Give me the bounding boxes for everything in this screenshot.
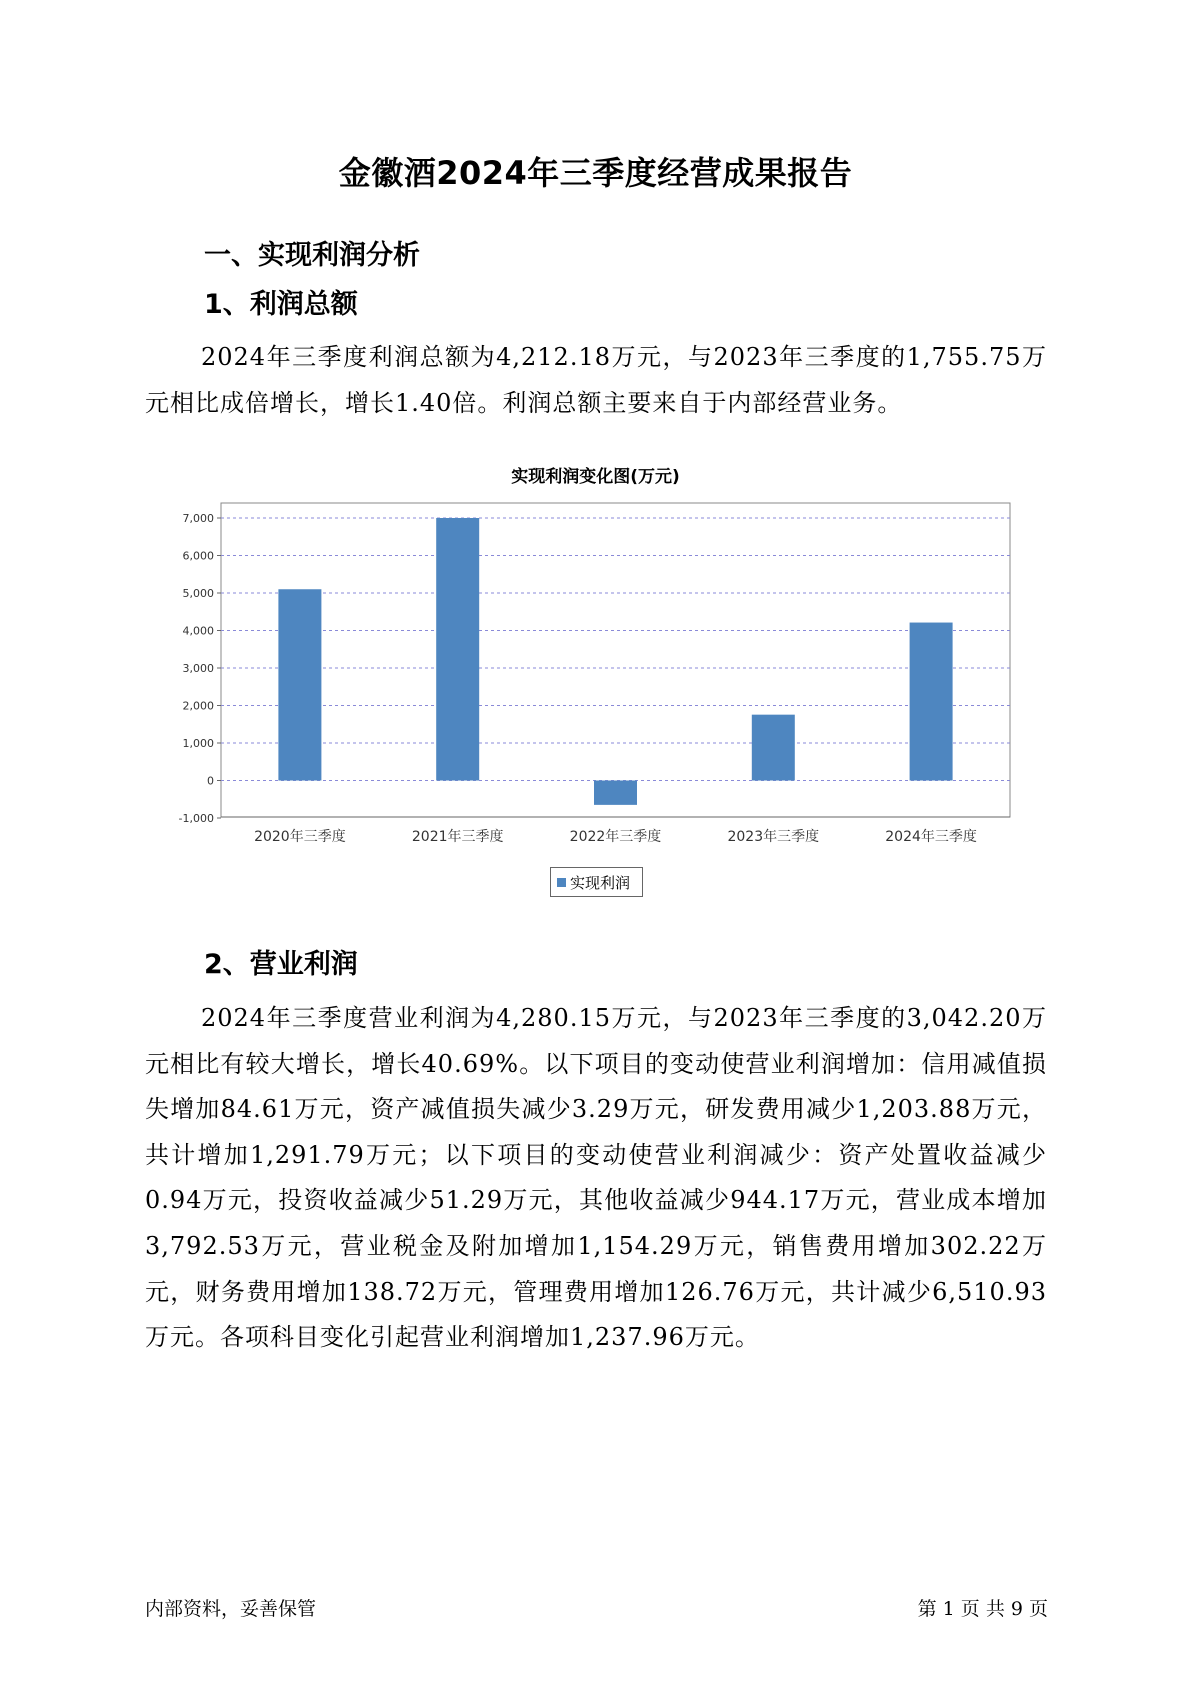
x-tick-label: 2023年三季度 — [727, 829, 820, 845]
legend-label: 实现利润 — [570, 873, 631, 892]
y-tick-label: 4,000 — [182, 624, 214, 638]
y-tick-label: 2,000 — [182, 699, 214, 713]
section-heading-profit-analysis: 一、实现利润分析 — [204, 240, 420, 271]
footer-confidential-note: 内部资料，妥善保管 — [145, 1598, 317, 1620]
y-tick-label: 6,000 — [182, 549, 214, 563]
bar-5 — [910, 623, 953, 781]
x-axis-labels — [254, 828, 977, 845]
legend-swatch — [557, 878, 566, 887]
y-tick-label: 7,000 — [182, 512, 214, 525]
grid-lines — [221, 518, 1010, 781]
y-tick-label: 5,000 — [182, 587, 214, 600]
bar-2 — [436, 518, 479, 781]
x-tick-label: 2022年三季度 — [569, 829, 662, 845]
bar-1 — [278, 589, 321, 780]
page-title: 金徽酒2024年三季度经营成果报告 — [338, 154, 853, 192]
y-tick-label: 3,000 — [182, 662, 214, 675]
subheading-total-profit: 1、利润总额 — [204, 289, 358, 320]
y-tick-label: -1,000 — [178, 812, 214, 825]
x-tick-label: 2020年三季度 — [254, 829, 346, 845]
x-tick-label: 2024年三季度 — [885, 829, 977, 845]
bar-3 — [594, 781, 637, 805]
y-tick-label: 0 — [207, 774, 214, 788]
plot-area-frame — [221, 503, 1010, 817]
paragraph-operating-profit: 2024年三季度营业利润为4,280.15万元，与2023年三季度的3,042.20万元相比有较大增长，增长40.69%。以下项目的变动使营业利润增加：信用减值损失增加84.61万元，资产减值损失减少3.29万元，研发费用减少1,203.88万元，共计增加1,291.79万元；以下项目的变动使营业利润减少：资产处置收益减少0.94万元，投资收益减少51.29万元，其他收益减少944.17万元，营业成本增加3,792.53万元，营业税金及附加增加1,154.29万元，销售费用增加302.22万元，财务费用增加138.72万元，管理费用增加126.76万元，共计减少6,510.93万元。各项科目变化引起营业利润增加1,237.96万元。 — [145, 1004, 1047, 1352]
footer-page-number: 第 1 页 共 9 页 — [917, 1598, 1048, 1620]
chart-title: 实现利润变化图(万元) — [511, 467, 680, 487]
subheading-operating-profit: 2、营业利润 — [204, 949, 358, 980]
bars — [278, 518, 952, 805]
bar-4 — [752, 715, 795, 781]
chart-legend — [550, 867, 643, 897]
y-tick-label: 1,000 — [182, 737, 214, 750]
y-axis-ticks — [179, 512, 221, 825]
x-tick-label: 2021年三季度 — [411, 829, 504, 845]
paragraph-total-profit: 2024年三季度利润总额为4,212.18万元，与2023年三季度的1,755.75万元相比成倍增长，增长1.40倍。利润总额主要来自于内部经营业务。 — [145, 343, 1047, 417]
